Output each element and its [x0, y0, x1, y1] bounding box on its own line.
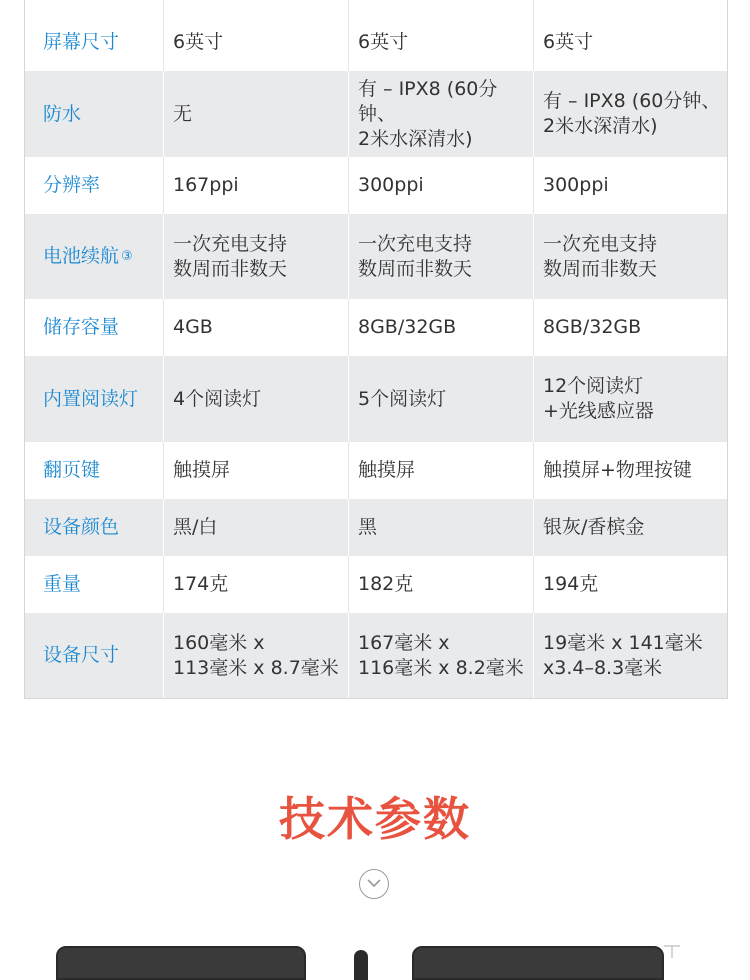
marker-icon — [662, 944, 682, 958]
cell-model-2: 300ppi — [349, 157, 534, 214]
cell-model-3: 6英寸 — [534, 14, 727, 71]
row-label — [25, 214, 164, 299]
row-label: 屏幕尺寸 — [25, 14, 164, 71]
table-row — [25, 613, 727, 698]
cell-model-1 — [164, 0, 349, 14]
cell-model-3: 19毫米 x 141毫米 x3.4–8.3毫米 — [534, 613, 727, 698]
cell-model-2: 8GB/32GB — [349, 299, 534, 356]
cell-model-1: 167ppi — [164, 157, 349, 214]
cell-model-3: 300ppi — [534, 157, 727, 214]
chevron-down-icon — [367, 879, 381, 888]
row-label: 防水 — [25, 71, 164, 157]
table-row — [25, 356, 727, 442]
cell-model-2: 167毫米 x 116毫米 x 8.2毫米 — [349, 613, 534, 698]
cell-model-1: 6英寸 — [164, 14, 349, 71]
cell-model-3: 8GB/32GB — [534, 299, 727, 356]
row-label: 内置阅读灯 — [25, 356, 164, 442]
cell-model-3: 银灰/香槟金 — [534, 499, 727, 556]
section-title-part-1: 技术 — [279, 792, 375, 846]
device-image-side — [354, 950, 368, 980]
table-row — [25, 499, 727, 556]
cell-model-1: 无 — [164, 71, 349, 157]
cell-model-2: 黑 — [349, 499, 534, 556]
table-row — [25, 157, 727, 214]
cell-model-3: 一次充电支持 数周而非数天 — [534, 214, 727, 299]
table-row — [25, 71, 727, 157]
cell-model-2 — [349, 0, 534, 14]
spec-comparison-table — [24, 0, 728, 699]
table-row — [25, 0, 727, 14]
row-label: 储存容量 — [25, 299, 164, 356]
section-title — [0, 783, 750, 849]
table-row — [25, 14, 727, 71]
cell-model-2: 触摸屏 — [349, 442, 534, 499]
table-row — [25, 556, 727, 613]
device-image-right — [412, 946, 664, 980]
cell-model-3: 12个阅读灯 +光线感应器 — [534, 356, 727, 442]
cell-model-1: 黑/白 — [164, 499, 349, 556]
cell-model-3 — [534, 0, 727, 14]
cell-model-1: 160毫米 x 113毫米 x 8.7毫米 — [164, 613, 349, 698]
table-row — [25, 442, 727, 499]
footnote-marker: ③ — [121, 249, 133, 264]
section-title-part-2: 参数 — [375, 792, 471, 846]
cell-model-2: 6英寸 — [349, 14, 534, 71]
row-label — [25, 0, 164, 14]
cell-model-1: 4个阅读灯 — [164, 356, 349, 442]
cell-model-1: 4GB — [164, 299, 349, 356]
cell-model-3: 触摸屏+物理按键 — [534, 442, 727, 499]
cell-model-2: 有 – IPX8 (60分钟、 2米水深清水) — [349, 71, 534, 157]
table-row — [25, 214, 727, 299]
cell-model-2: 一次充电支持 数周而非数天 — [349, 214, 534, 299]
expand-button[interactable] — [359, 869, 389, 899]
device-image-left — [56, 946, 306, 980]
cell-model-3: 194克 — [534, 556, 727, 613]
row-label-text: 电池续航 — [43, 245, 120, 267]
table-row — [25, 299, 727, 356]
cell-model-1: 174克 — [164, 556, 349, 613]
row-label: 设备尺寸 — [25, 613, 164, 698]
cell-model-3: 有 – IPX8 (60分钟、 2米水深清水) — [534, 71, 727, 157]
cell-model-2: 5个阅读灯 — [349, 356, 534, 442]
row-label: 翻页键 — [25, 442, 164, 499]
cell-model-1: 一次充电支持 数周而非数天 — [164, 214, 349, 299]
cell-model-1: 触摸屏 — [164, 442, 349, 499]
row-label: 重量 — [25, 556, 164, 613]
cell-model-2: 182克 — [349, 556, 534, 613]
row-label: 设备颜色 — [25, 499, 164, 556]
row-label: 分辨率 — [25, 157, 164, 214]
